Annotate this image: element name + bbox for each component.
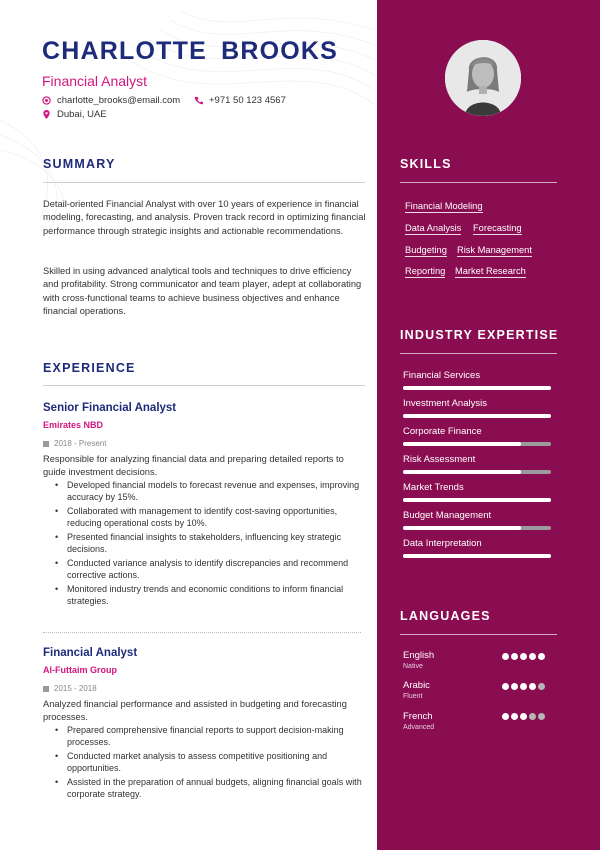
candidate-role: Financial Analyst — [42, 73, 148, 89]
expertise-label: Financial Services — [403, 370, 481, 381]
rating-dot — [502, 683, 509, 690]
job-1-title: Senior Financial Analyst — [43, 402, 177, 414]
list-item: • Assisted in the preparation of annual budgets, aligning financial goals with corporate strategy. — [55, 777, 365, 800]
language-rating — [502, 653, 545, 660]
expertise-label: Budget Management — [403, 510, 492, 521]
expertise-bar-fill — [403, 414, 551, 418]
job-1-company: Emirates NBD — [43, 420, 104, 430]
language-level: Native — [403, 663, 423, 670]
job-separator — [43, 632, 361, 633]
expertise-bar-fill — [403, 386, 551, 390]
expertise-label: Risk Assessment — [403, 454, 476, 465]
language-name: French — [403, 711, 433, 722]
job-2-bullets — [55, 725, 365, 803]
job-1-bullets — [55, 480, 365, 610]
language-rating — [502, 683, 545, 690]
rating-dot — [529, 713, 536, 720]
candidate-name: CHARLOTTE BROOKS — [42, 37, 339, 65]
email-text: charlotte_brooks@email.com — [57, 95, 181, 106]
job-2-company: Al-Futtaim Group — [43, 665, 117, 675]
skills-divider — [400, 182, 557, 183]
expertise-bar — [403, 526, 551, 530]
expertise-label: Corporate Finance — [403, 426, 482, 437]
expertise-bar-fill — [403, 554, 551, 558]
language-level: Advanced — [403, 724, 435, 731]
skill-tag: Data Analysis — [405, 223, 462, 233]
rating-dot — [502, 653, 509, 660]
sidebar-edge — [376, 0, 377, 850]
calendar-icon — [43, 686, 49, 692]
job-2-dates-text: 2015 - 2018 — [54, 684, 97, 693]
rating-dot — [511, 683, 518, 690]
skill-tag: Reporting — [405, 266, 446, 276]
job-1-description: Responsible for analyzing financial data and preparing detailed reports to guide investment decisions. — [43, 454, 344, 477]
job-2-dates — [43, 684, 97, 693]
rating-dot — [538, 713, 545, 720]
summary-paragraph-2: Skilled in using advanced analytical tools and techniques to drive efficiency and profitability. Strong communicator and team player, adept at collaborating with cross-functional teams to achieve business objectives and enhance financial operations. — [43, 266, 362, 316]
summary-paragraph-1: Detail-oriented Financial Analyst with over 10 years of experience in financial modeling, forecasting, and analysis. Proven track record in optimizing financial performance through strategic insights and actionable recommendations. — [43, 199, 366, 236]
sidebar — [376, 0, 600, 850]
skill-tag: Financial Modeling — [405, 201, 483, 211]
summary-heading: SUMMARY — [43, 157, 116, 171]
phone-text: +971 50 123 4567 — [209, 95, 286, 106]
experience-heading: EXPERIENCE — [43, 361, 136, 375]
avatar — [445, 40, 521, 116]
expertise-bar — [403, 470, 551, 474]
expertise-label: Market Trends — [403, 482, 464, 493]
expertise-label: Investment Analysis — [403, 398, 487, 409]
language-level: Fluent — [403, 693, 423, 700]
expertise-divider — [400, 353, 557, 354]
rating-dot — [511, 653, 518, 660]
rating-dot — [520, 683, 527, 690]
avatar-portrait — [445, 40, 521, 116]
languages-divider — [400, 634, 557, 635]
calendar-icon — [43, 441, 49, 447]
expertise-bar-fill — [403, 526, 521, 530]
phone-icon — [194, 96, 203, 105]
rating-dot — [538, 683, 545, 690]
rating-dot — [520, 653, 527, 660]
skill-tag: Budgeting — [405, 245, 447, 255]
summary-divider — [43, 182, 365, 183]
rating-dot — [529, 683, 536, 690]
expertise-bar — [403, 414, 551, 418]
expertise-bar-fill — [403, 470, 521, 474]
expertise-bar-fill — [403, 498, 551, 502]
rating-dot — [502, 713, 509, 720]
expertise-bar — [403, 386, 551, 390]
location-pin-icon — [42, 110, 51, 119]
experience-divider — [43, 385, 365, 386]
expertise-bar — [403, 554, 551, 558]
location-text: Dubai, UAE — [57, 109, 107, 120]
language-name: English — [403, 650, 435, 661]
rating-dot — [538, 653, 545, 660]
expertise-bar — [403, 498, 551, 502]
list-item: • Conducted market analysis to assess competitive positioning and opportunities. — [55, 751, 365, 774]
language-rating — [502, 713, 545, 720]
skill-tag: Forecasting — [473, 223, 522, 233]
location-contact — [42, 109, 107, 120]
rating-dot — [520, 713, 527, 720]
rating-dot — [529, 653, 536, 660]
skill-tag: Risk Management — [457, 245, 532, 255]
email-contact[interactable] — [42, 95, 180, 106]
languages-heading: LANGUAGES — [400, 609, 491, 623]
expertise-bar-fill — [403, 442, 521, 446]
job-1-dates — [43, 439, 106, 448]
list-item: • Monitored industry trends and economic conditions to inform financial strategies. — [55, 584, 365, 607]
skill-tag: Market Research — [455, 266, 526, 276]
rating-dot — [511, 713, 518, 720]
language-name: Arabic — [403, 680, 430, 691]
job-2-description: Analyzed financial performance and assisted in budgeting and forecasting processes. — [43, 699, 347, 722]
skills-heading: SKILLS — [400, 157, 452, 171]
expertise-bar — [403, 442, 551, 446]
list-item: • Conducted variance analysis to identify discrepancies and recommend corrective actions. — [55, 558, 365, 581]
list-item: • Prepared comprehensive financial reports to support decision-making processes. — [55, 725, 365, 748]
list-item: • Presented financial insights to stakeholders, influencing key strategic decisions. — [55, 532, 365, 555]
at-icon — [42, 96, 51, 105]
expertise-heading: INDUSTRY EXPERTISE — [400, 328, 559, 342]
list-item: • Collaborated with management to identify cost-saving opportunities, reducing operational costs by 10%. — [55, 506, 365, 529]
list-item: • Developed financial models to forecast revenue and expenses, improving accuracy by 15%. — [55, 480, 365, 503]
job-1-dates-text: 2018 - Present — [54, 439, 107, 448]
expertise-label: Data Interpretation — [403, 538, 482, 549]
job-2-title: Financial Analyst — [43, 647, 138, 659]
phone-contact[interactable] — [194, 95, 286, 106]
